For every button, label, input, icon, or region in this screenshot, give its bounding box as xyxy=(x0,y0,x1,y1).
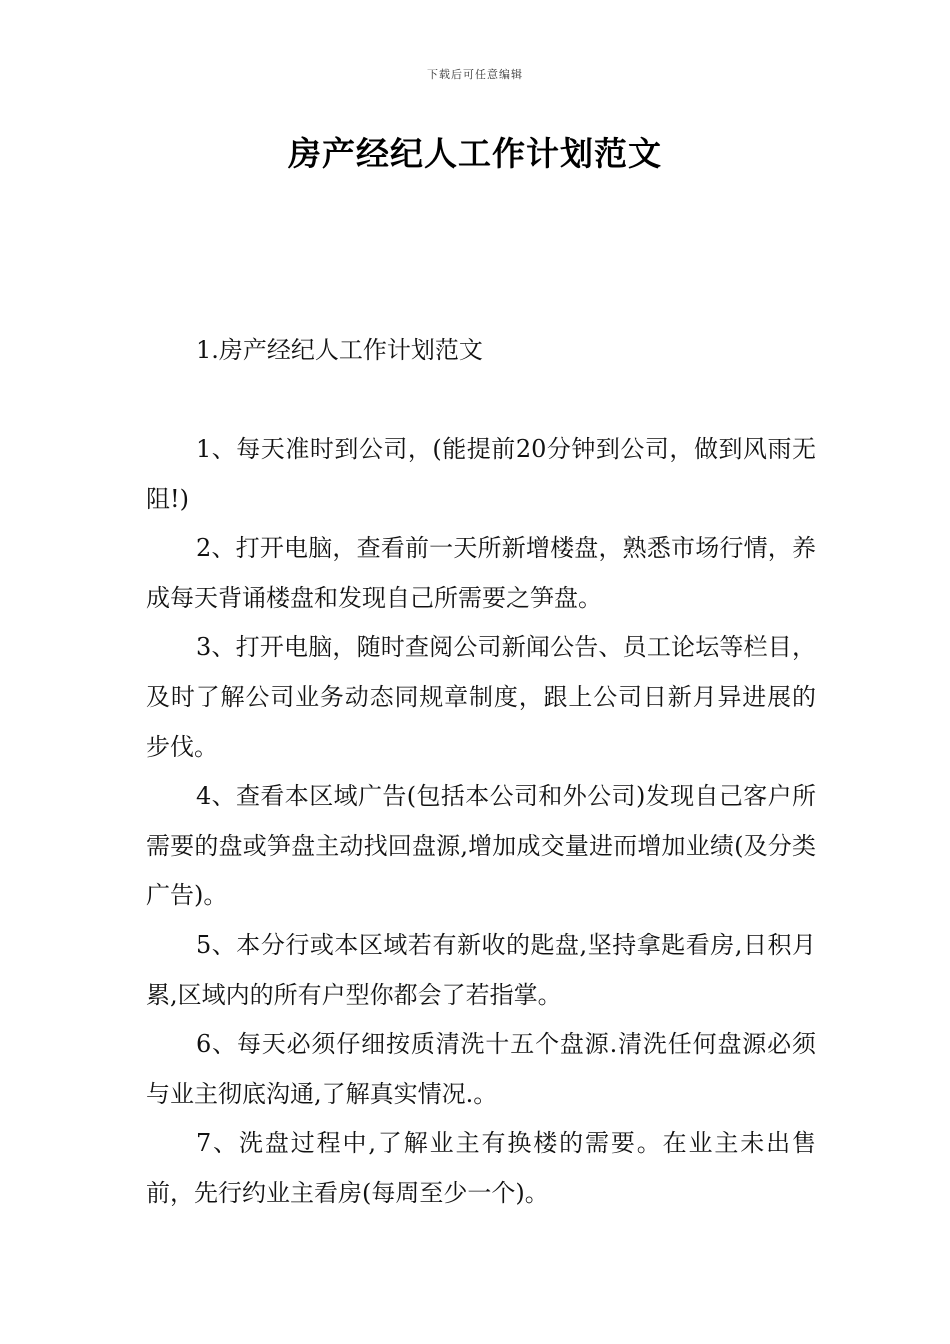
paragraph-1: 1、每天准时到公司，(能提前20分钟到公司，做到风雨无阻!) xyxy=(146,435,816,513)
paragraph-7: 7、洗盘过程中,了解业主有换楼的需要。在业主未出售前，先行约业主看房(每周至少一个)。 xyxy=(146,1129,816,1207)
paragraph-5: 5、本分行或本区域若有新收的匙盘,坚持拿匙看房,日积月累,区域内的所有户型你都会了若指掌。 xyxy=(146,930,816,1009)
paragraph-3: 3、打开电脑，随时查阅公司新闻公告、员工论坛等栏目，及时了解公司业务动态同规章制度，跟上公司日新月异进展的步伐。 xyxy=(146,633,816,761)
header-note: 下载后可任意编辑 xyxy=(427,68,523,81)
section-heading: 1.房产经纪人工作计划范文 xyxy=(196,336,483,364)
paragraph-4: 4、查看本区域广告(包括本公司和外公司)发现自己客户所需要的盘或笋盘主动找回盘源,增加成交量进而增加业绩(及分类广告)。 xyxy=(146,782,816,910)
paragraph-6: 6、每天必须仔细按质清洗十五个盘源.清洗任何盘源必须与业主彻底沟通,了解真实情况.。 xyxy=(146,1030,816,1108)
document-body xyxy=(146,425,816,1219)
paragraph-2: 2、打开电脑，查看前一天所新增楼盘，熟悉市场行情，养成每天背诵楼盘和发现自己所需要之笋盘。 xyxy=(146,534,816,612)
document-title: 房产经纪人工作计划范文 xyxy=(288,134,662,173)
